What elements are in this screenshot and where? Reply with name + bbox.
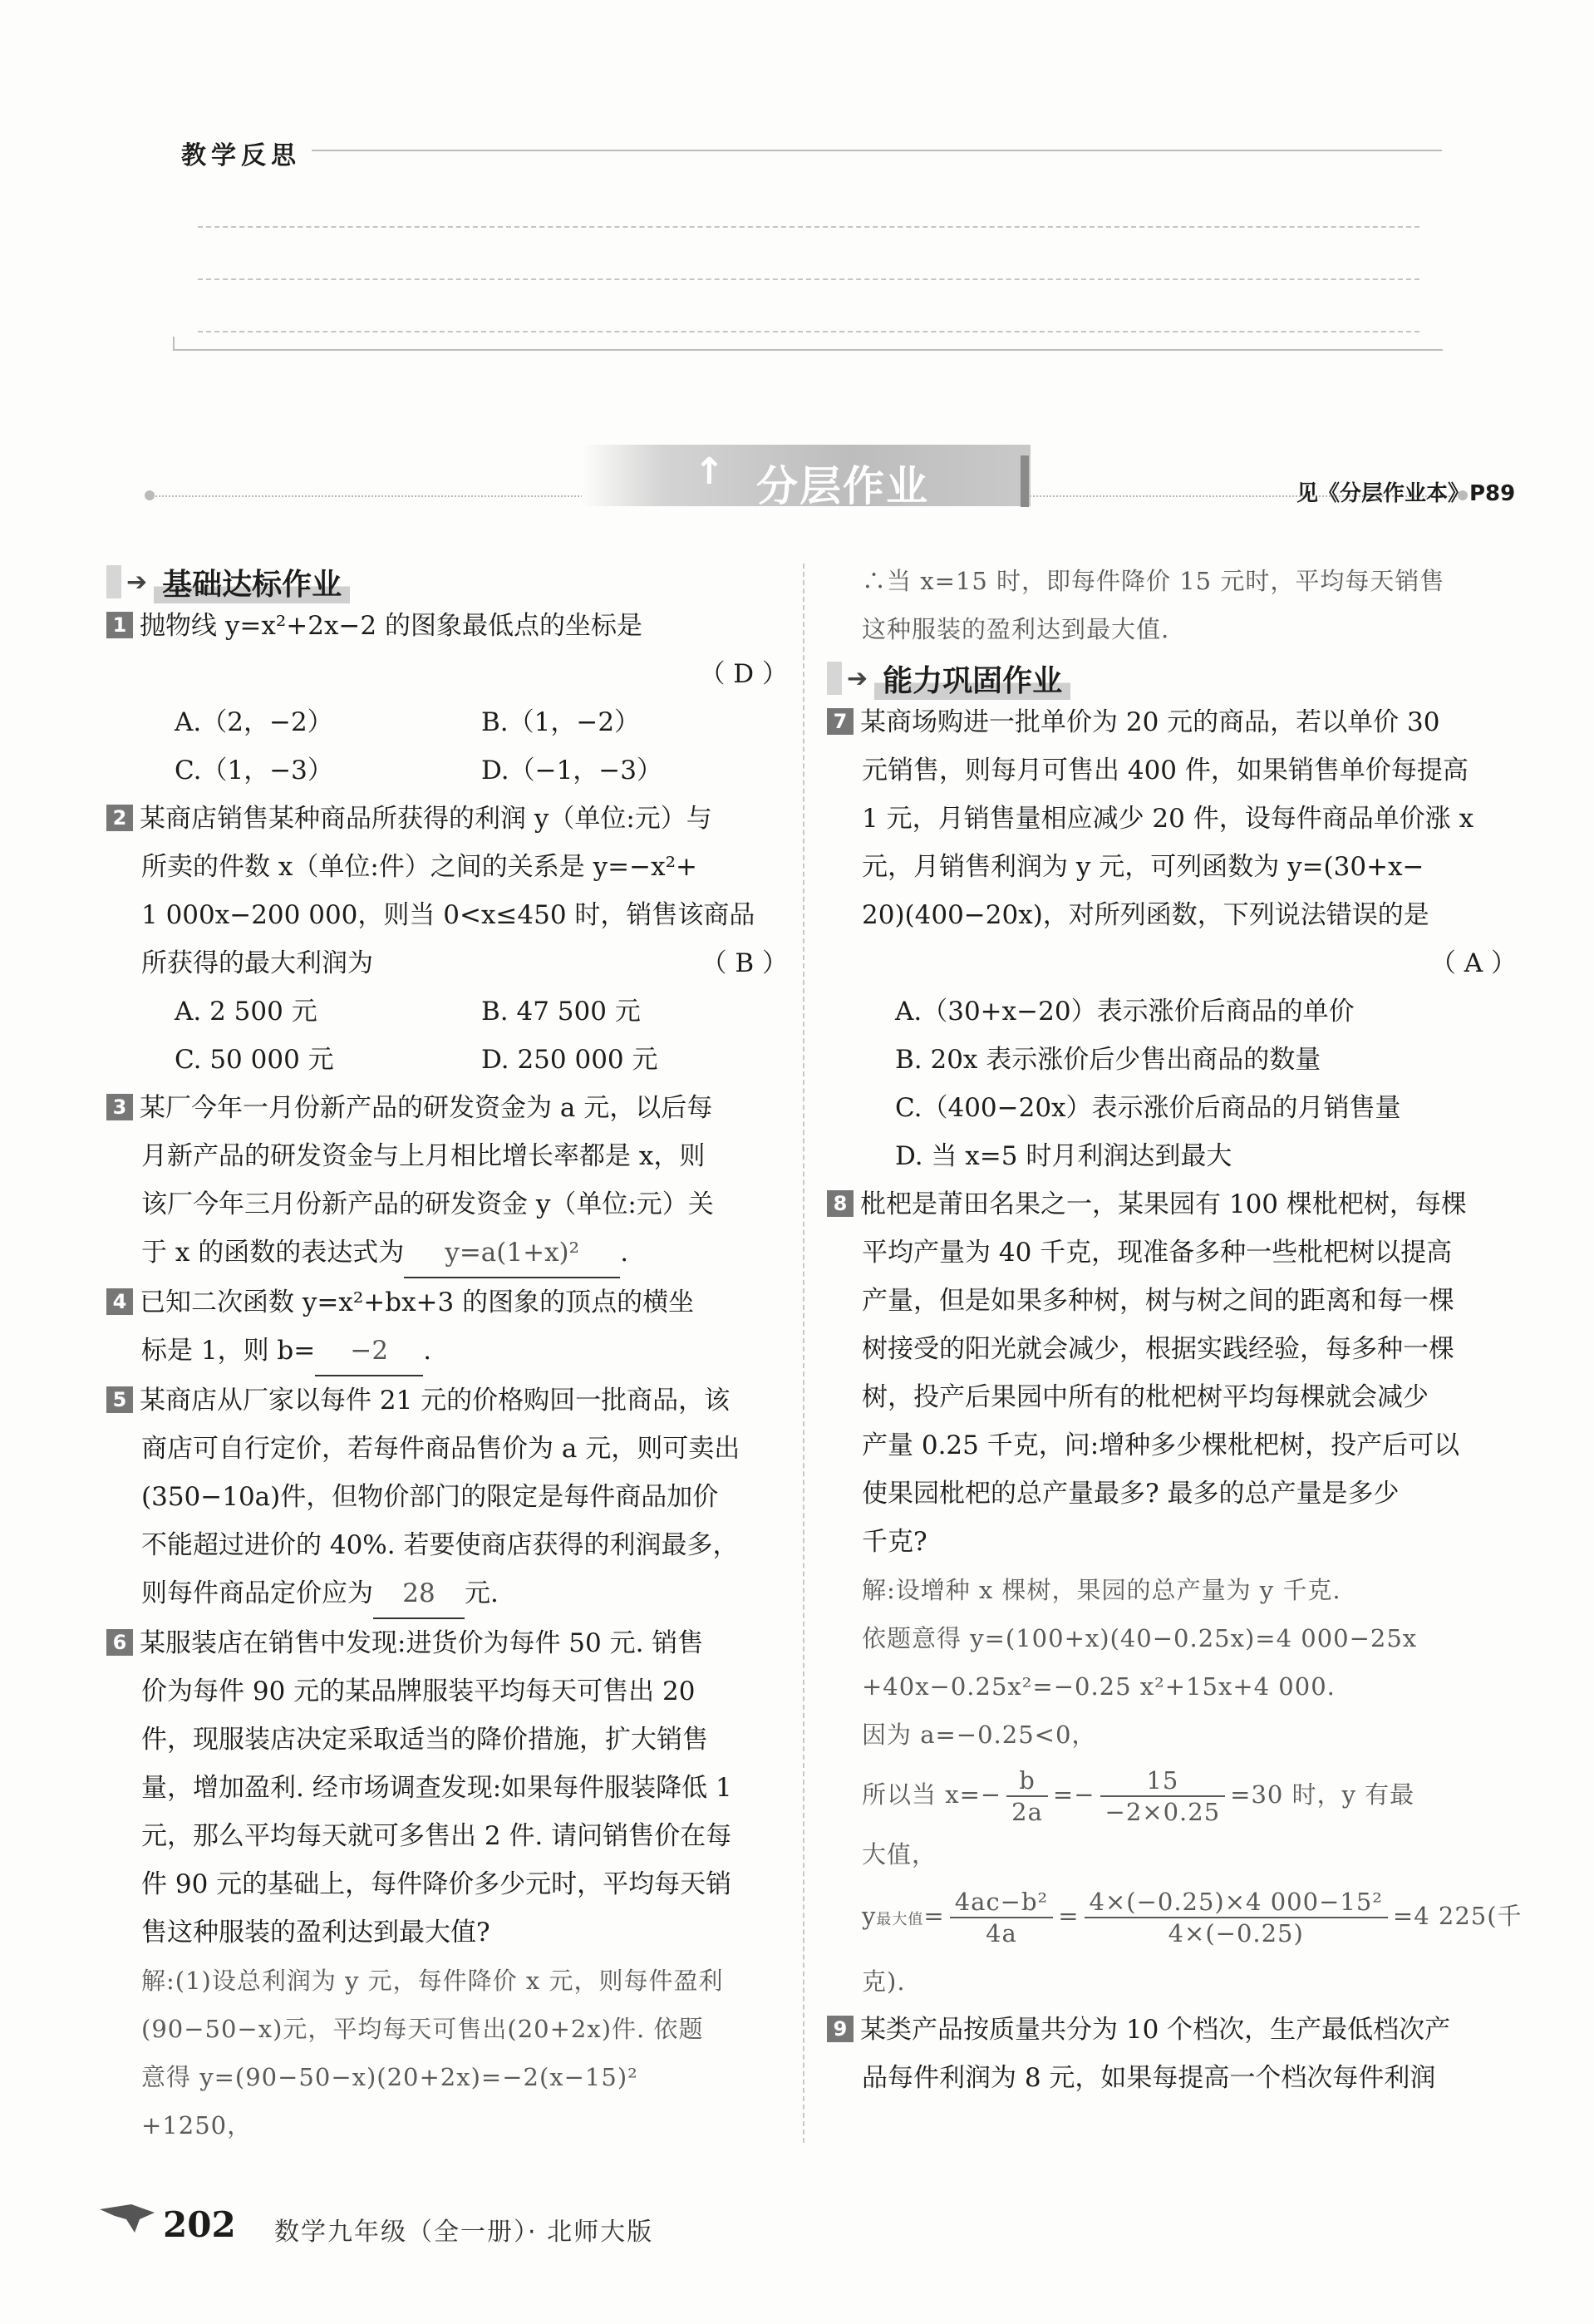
option-b: B.（1，−2） [481, 707, 641, 737]
fraction [950, 1887, 1053, 1948]
solution-text: 解:设增种 x 棵树，果园的总产量为 y 千克. [862, 1576, 1341, 1604]
denominator: 2a [1011, 1798, 1043, 1826]
option-row [106, 987, 788, 1036]
option-row [106, 746, 788, 795]
section-ability-header [827, 658, 1517, 698]
question-text: 品每件利润为 8 元，如果每提高一个档次每件利润 [862, 2063, 1436, 2093]
question-number: 6 [106, 1629, 133, 1656]
arrow-right-icon: ➔ [847, 663, 868, 693]
punctuation: . [620, 1238, 629, 1268]
option-row [106, 698, 788, 746]
solution-text: 克). [862, 1967, 906, 1996]
question-text: 所卖的件数 x（单位:件）之间的关系是 y=−x²+ [141, 852, 697, 882]
question-text: 该厂今年三月份新产品的研发资金 y（单位:元）关 [141, 1189, 714, 1219]
question-text: 标是 1，则 b= [141, 1336, 316, 1366]
question-line [106, 1228, 788, 1278]
numerator: 4ac−b² [950, 1887, 1053, 1918]
question-line [106, 1569, 788, 1619]
question-number: 5 [106, 1386, 133, 1413]
question-8 [827, 1180, 1517, 1228]
question-text: 元销售，则每月可售出 400 件，如果销售单价每提高 [862, 756, 1469, 785]
solution-text: 因为 a=−0.25<0， [862, 1721, 1097, 1749]
punctuation: . [423, 1336, 432, 1366]
question-text: 元，月销售利润为 y 元，可列函数为 y=(30+x− [862, 852, 1424, 882]
question-text: 树，投产后果园中所有的枇杷树平均每棵就会减少 [862, 1382, 1429, 1412]
question-text: 件 90 元的基础上，每件降价多少元时，平均每天销 [141, 1869, 732, 1899]
option-a: A.（30+x−20）表示涨价后商品的单价 [895, 997, 1355, 1027]
denominator: 4×(−0.25) [1168, 1919, 1304, 1947]
question-text: 于 x 的函数的表达式为 [141, 1238, 405, 1268]
question-text: (350−10a)件，但物价部门的限定是每件商品加价 [141, 1482, 719, 1512]
solution-text: =− [1052, 1780, 1095, 1809]
question-text: 某商店销售某种商品所获得的利润 y（单位:元）与 [140, 804, 712, 834]
section-ability-title: 能力巩固作业 [874, 657, 1070, 700]
question-text: 抛物线 y=x²+2x−2 的图象最低点的坐标是 [140, 611, 642, 641]
option-d: D. 当 x=5 时月利润达到最大 [895, 1141, 1232, 1171]
solution-text: +1250， [141, 2111, 253, 2139]
question-number: 7 [827, 708, 854, 735]
answer-blank: y=a(1+x)² [404, 1228, 620, 1278]
book-title: 数学九年级（全一册）· 北师大版 [274, 2218, 654, 2247]
question-answer: （ A ） [1429, 948, 1517, 978]
option-c: C. 50 000 元 [175, 1045, 334, 1075]
left-column [106, 562, 788, 2149]
question-text: 某服装店在销售中发现:进货价为每件 50 元. 销售 [140, 1628, 704, 1658]
question-text: 月新产品的研发资金与上月相比增长率都是 x，则 [141, 1141, 706, 1171]
answer-blank: −2 [315, 1327, 423, 1376]
section-marker [827, 662, 842, 695]
solution-text: ∴当 x=15 时，即每件降价 15 元时，平均每天销售 [862, 567, 1445, 595]
solution-text: 这种服装的盈利达到最大值. [862, 615, 1170, 643]
section-marker [106, 565, 121, 598]
right-column [827, 557, 1523, 2102]
banner-title: 分层作业 [756, 462, 929, 510]
solution-text: 大值， [862, 1840, 937, 1869]
section-basic-header [106, 562, 788, 602]
question-text: 产量，但是如果多种树，树与树之间的距离和每一棵 [862, 1286, 1454, 1316]
column-divider [803, 564, 804, 2143]
question-text: 使果园枇杷的总产量最多? 最多的总产量是多少 [862, 1479, 1400, 1509]
option-row [106, 1036, 788, 1084]
solution-text: =4 225(千 [1392, 1902, 1523, 1930]
solution-text: 解:(1)设总利润为 y 元，每件降价 x 元，则每件盈利 [141, 1967, 724, 1995]
solution-text: 意得 y=(90−50−x)(20+2x)=−2(x−15)² [141, 2063, 638, 2091]
numerator: b [1006, 1765, 1048, 1797]
bird-logo-icon [98, 2201, 156, 2234]
option-b: B. 47 500 元 [481, 997, 641, 1027]
fraction [1100, 1765, 1226, 1827]
section-basic-title: 基础达标作业 [154, 561, 350, 603]
question-number: 1 [106, 612, 133, 638]
question-text: 则每件商品定价应为 [141, 1578, 373, 1608]
question-text: 不能超过进价的 40%. 若要使商店获得的利润最多， [141, 1530, 739, 1560]
option-d: D. 250 000 元 [481, 1045, 658, 1075]
reflection-writing-line [198, 226, 1419, 228]
option-a: A. 2 500 元 [175, 997, 317, 1027]
question-text: 1 元，月销售量相应减少 20 件，设每件商品单价涨 x [862, 804, 1474, 834]
question-2 [106, 795, 788, 843]
question-text: 千克? [862, 1527, 927, 1557]
question-text: 某商场购进一批单价为 20 元的商品，若以单价 30 [860, 707, 1440, 737]
solution-text: 依题意得 y=(100+x)(40−0.25x)=4 000−25x [862, 1624, 1418, 1652]
question-answer: （ D ） [699, 659, 788, 689]
reflection-writing-line [198, 331, 1419, 332]
solution-line [827, 1759, 1517, 1830]
question-text: 价为每件 90 元的某品牌服装平均每天可售出 20 [141, 1677, 696, 1706]
question-text: 产量 0.25 千克，问:增种多少棵枇杷树，投产后可以 [862, 1430, 1460, 1460]
unit-text: 元. [465, 1578, 499, 1608]
fraction [1006, 1765, 1048, 1827]
solution-text: 所以当 x=− [862, 1780, 1002, 1809]
solution-line: y最大值= $\frac{\text{4ac−b²}}{4a}$ = $\frac{\text{4×(−0.25)×4 000−15²}}{4\times(-0.25)}$ =4 225(千 [862, 1888, 1523, 1947]
question-text: 某商店从厂家以每件 21 元的价格购回一批商品，该 [140, 1386, 731, 1416]
question-7 [827, 698, 1517, 746]
option-d: D.（−1，−3） [481, 756, 662, 785]
option-a: A.（2，−2） [175, 707, 333, 737]
option-c: C.（1，−3） [175, 756, 333, 785]
question-text: 元，那么平均每天就可多售出 2 件. 请问销售价在每 [141, 1821, 732, 1851]
question-number: 9 [827, 2016, 854, 2042]
reflection-corner [173, 337, 175, 351]
question-line [106, 939, 788, 987]
arrow-up-icon: ↑ [694, 451, 725, 493]
subscript: 最大值 [876, 1911, 924, 1928]
numerator: 15 [1100, 1765, 1226, 1797]
reflection-title: 教学反思 [181, 141, 301, 170]
denominator: −2×0.25 [1104, 1798, 1221, 1826]
question-text: 商店可自行定价，若每件商品售价为 a 元，则可卖出 [141, 1434, 740, 1464]
solution-text: +40x−0.25x²=−0.25 x²+15x+4 000. [862, 1672, 1336, 1701]
question-text: 所获得的最大利润为 [141, 948, 373, 978]
question-5 [106, 1376, 788, 1425]
question-text: 某类产品按质量共分为 10 个档次，生产最低档次产 [860, 2015, 1451, 2045]
question-text: 已知二次函数 y=x²+bx+3 的图象的顶点的横坐 [140, 1288, 695, 1317]
question-text: 20)(400−20x)，对所列函数，下列说法错误的是 [862, 900, 1429, 930]
fraction [1085, 1887, 1388, 1948]
question-text: 件，现服装店决定采取适当的降价措施，扩大销售 [141, 1725, 708, 1755]
solution-text: y [862, 1902, 877, 1930]
page-number: 202 [163, 2204, 236, 2245]
question-text: 量，增加盈利. 经市场调查发现:如果每件服装降低 1 [141, 1773, 732, 1803]
reflection-top-rule [312, 150, 1442, 151]
banner-dot-left [145, 490, 155, 500]
workbook-reference: 见《分层作业本》P89 [1296, 481, 1516, 506]
question-text: 树接受的阳光就会减少，根据实践经验，每多种一棵 [862, 1334, 1454, 1364]
question-3 [106, 1084, 788, 1132]
numerator: 4×(−0.25)×4 000−15² [1085, 1887, 1388, 1918]
question-6 [106, 1619, 788, 1667]
question-text: 1 000x−200 000，则当 0<x≤450 时，销售该商品 [141, 900, 755, 930]
question-1 [106, 602, 788, 650]
question-number: 8 [827, 1190, 854, 1217]
banner-end-bar [1021, 455, 1029, 507]
question-number: 4 [106, 1288, 133, 1315]
question-text: 平均产量为 40 千克，现准备多种一些枇杷树以提高 [862, 1238, 1453, 1268]
question-9 [827, 2006, 1517, 2054]
option-b: B. 20x 表示涨价后少售出商品的数量 [895, 1045, 1321, 1075]
question-text: 枇杷是莆田名果之一，某果园有 100 棵枇杷树，每棵 [860, 1189, 1467, 1219]
question-answer: （ B ） [701, 948, 788, 978]
question-text: 售这种服装的盈利达到最大值? [141, 1918, 490, 1947]
question-number: 2 [106, 805, 133, 831]
arrow-right-icon: ➔ [126, 567, 148, 597]
question-number: 3 [106, 1094, 133, 1120]
option-c: C.（400−20x）表示涨价后商品的月销售量 [895, 1093, 1401, 1123]
solution-text: (90−50−x)元，平均每天可售出(20+2x)件. 依题 [141, 2015, 704, 2043]
reflection-writing-line [198, 278, 1419, 280]
reflection-bottom-rule [173, 349, 1443, 351]
answer-blank: 28 [373, 1569, 465, 1619]
question-line [106, 1327, 788, 1376]
question-text: 某厂今年一月份新产品的研发资金为 a 元，以后每 [140, 1093, 713, 1123]
denominator: 4a [986, 1919, 1017, 1947]
solution-text: =30 时，y 有最 [1230, 1780, 1415, 1809]
question-4 [106, 1278, 788, 1327]
